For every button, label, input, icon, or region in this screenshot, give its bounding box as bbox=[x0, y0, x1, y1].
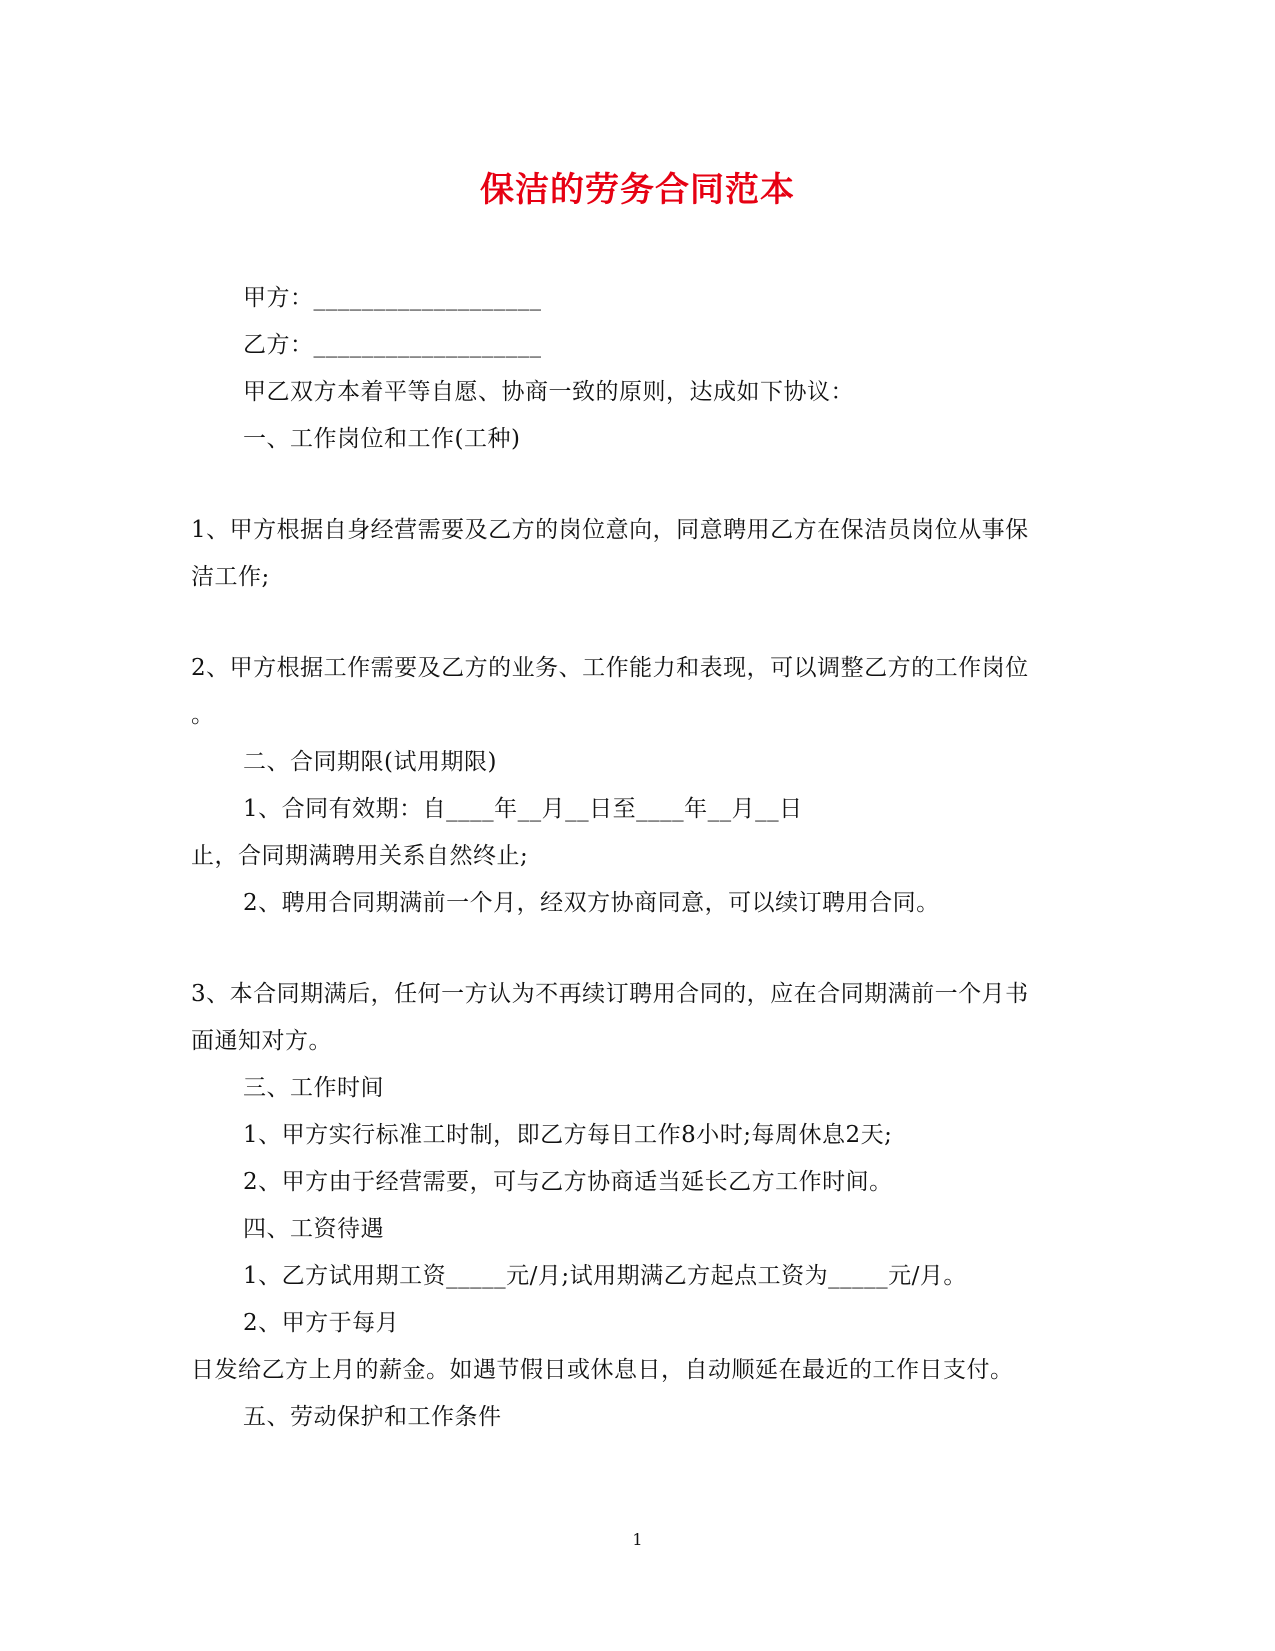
page-number: 1 bbox=[632, 1530, 643, 1549]
clause-line: 2、甲方根据工作需要及乙方的业务、工作能力和表现，可以调整乙方的工作岗位 bbox=[191, 655, 1029, 681]
agreement-intro: 甲乙双方本着平等自愿、协商一致的原则，达成如下协议： bbox=[243, 379, 854, 405]
party-b-line: 乙方：___________________ bbox=[243, 332, 542, 358]
clause-line: 1、甲方根据自身经营需要及乙方的岗位意向，同意聘用乙方在保洁员岗位从事保 bbox=[191, 517, 1029, 543]
clause-line: 。 bbox=[191, 702, 215, 728]
document-title: 保洁的劳务合同范本 bbox=[480, 170, 795, 210]
clause-line: 1、甲方实行标准工时制，即乙方每日工作8小时;每周休息2天; bbox=[243, 1122, 893, 1148]
clause-line: 洁工作; bbox=[191, 564, 270, 590]
clause-line: 3、本合同期满后，任何一方认为不再续订聘用合同的，应在合同期满前一个月书 bbox=[191, 981, 1029, 1007]
section-heading-4: 四、工资待遇 bbox=[243, 1216, 384, 1242]
clause-line: 止，合同期满聘用关系自然终止; bbox=[191, 843, 529, 869]
clause-line: 1、合同有效期：自____年__月__日至____年__月__日 bbox=[243, 796, 803, 822]
clause-line: 2、甲方于每月 bbox=[243, 1310, 400, 1336]
clause-line: 面通知对方。 bbox=[191, 1028, 332, 1054]
section-heading-3: 三、工作时间 bbox=[243, 1075, 384, 1101]
clause-line: 1、乙方试用期工资_____元/月;试用期满乙方起点工资为_____元/月。 bbox=[243, 1263, 967, 1289]
section-heading-5: 五、劳动保护和工作条件 bbox=[243, 1404, 502, 1430]
section-heading-2: 二、合同期限(试用期限) bbox=[243, 749, 497, 775]
party-a-line: 甲方：___________________ bbox=[243, 285, 542, 311]
clause-line: 日发给乙方上月的薪金。如遇节假日或休息日，自动顺延在最近的工作日支付。 bbox=[191, 1357, 1014, 1383]
clause-line: 2、甲方由于经营需要，可与乙方协商适当延长乙方工作时间。 bbox=[243, 1169, 893, 1195]
clause-line: 2、聘用合同期满前一个月，经双方协商同意，可以续订聘用合同。 bbox=[243, 890, 940, 916]
section-heading-1: 一、工作岗位和工作(工种) bbox=[243, 426, 521, 452]
